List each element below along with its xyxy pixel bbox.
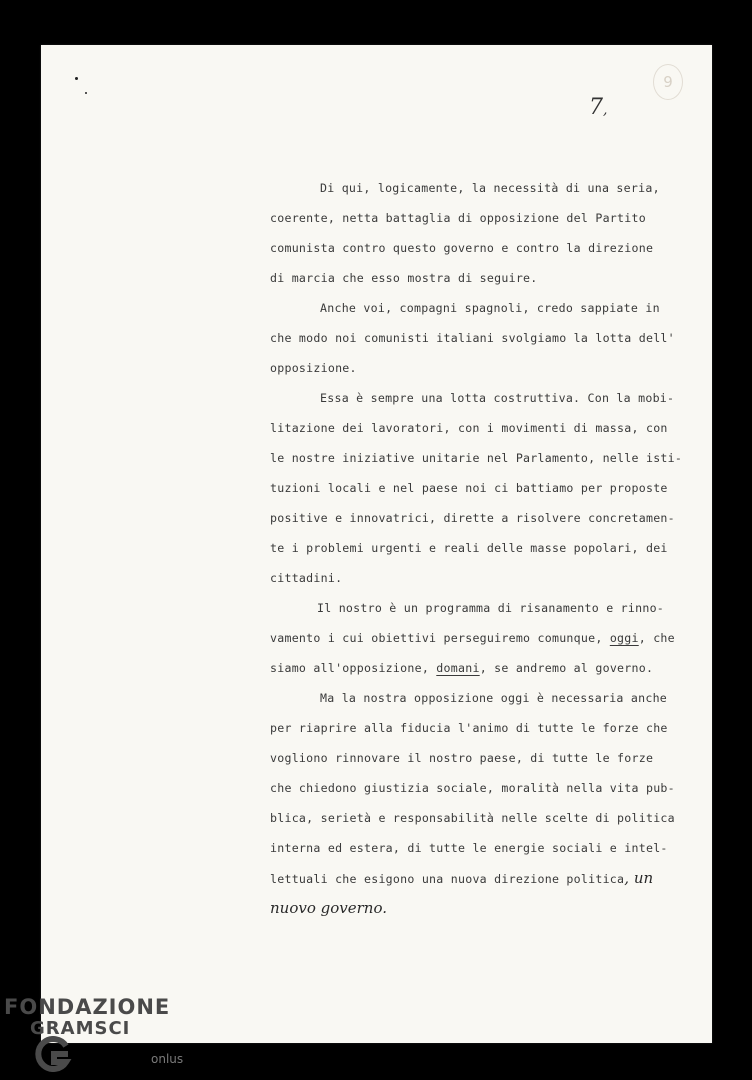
- speck-mark: [85, 92, 87, 94]
- fondazione-logo-icon: [32, 1036, 72, 1072]
- paragraph-block-2: [270, 683, 690, 863]
- page-number: [589, 95, 607, 120]
- text-line: Il nostro è un programma di risanamento e rinno-: [317, 601, 665, 615]
- text-line: siamo all'opposizione, domani, se andremo al governo.: [270, 661, 654, 675]
- text-line: vamento i cui obiettivi perseguiremo comunque, oggi, che: [270, 631, 675, 645]
- text-line: Essa è sempre una lotta costruttiva. Con la mobi-: [320, 391, 675, 405]
- archive-number: 9: [663, 73, 673, 91]
- watermark-title: FONDAZIONE: [4, 995, 171, 1019]
- text-line: lettuali che esigono una nuova direzione politica, un: [270, 869, 654, 887]
- watermark-onlus: onlus: [151, 1052, 184, 1066]
- text-line: blica, serietà e responsabilità nelle scelte di politica: [270, 811, 675, 825]
- typed-text-body: [270, 173, 690, 923]
- speck-mark: [75, 77, 78, 80]
- text-line: interna ed estera, di tutte le energie sociali e intel-: [270, 841, 668, 855]
- text-line: te i problemi urgenti e reali delle masse popolari, dei: [270, 541, 668, 555]
- text-line: per riaprire alla fiducia l'animo di tutte le forze che: [270, 721, 668, 735]
- handwritten-annotation-line: nuovo governo.: [270, 899, 387, 917]
- handwritten-annotation: , un: [624, 869, 654, 887]
- watermark-subtitle: GRAMSCI: [30, 1018, 131, 1039]
- text-line: positive e innovatrici, dirette a risolvere concretamen-: [270, 511, 675, 525]
- text-line: opposizione.: [270, 361, 357, 375]
- text-line: le nostre iniziative unitarie nel Parlamento, nelle isti-: [270, 451, 683, 465]
- text-line: Anche voi, compagni spagnoli, credo sappiate in: [320, 301, 660, 315]
- archive-number-stamp: [653, 64, 683, 100]
- text-line: coerente, netta battaglia di opposizione del Partito: [270, 211, 646, 225]
- text-line: vogliono rinnovare il nostro paese, di tutte le forze: [270, 751, 654, 765]
- paragraph-block-1: [270, 173, 690, 593]
- text-line: cittadini.: [270, 571, 343, 585]
- page-number-value: 7: [589, 95, 603, 120]
- text-line: [270, 893, 690, 923]
- text-line: Di qui, logicamente, la necessità di una seria,: [320, 181, 660, 195]
- page-number-mark: ,: [603, 102, 608, 118]
- text-line: comunista contro questo governo e contro la direzione: [270, 241, 654, 255]
- document-sheet: [41, 45, 712, 1043]
- text-line: che modo noi comunisti italiani svolgiamo la lotta dell': [270, 331, 675, 345]
- text-line: Ma la nostra opposizione oggi è necessaria anche: [320, 691, 668, 705]
- underlined-word: domani: [436, 661, 480, 675]
- underlined-word: oggi: [609, 631, 639, 645]
- text-line: litazione dei lavoratori, con i movimenti di massa, con: [270, 421, 668, 435]
- text-line: che chiedono giustizia sociale, moralità nella vita pub-: [270, 781, 675, 795]
- text-line: di marcia che esso mostra di seguire.: [270, 271, 538, 285]
- text-line: tuzioni locali e nel paese noi ci battiamo per proposte: [270, 481, 668, 495]
